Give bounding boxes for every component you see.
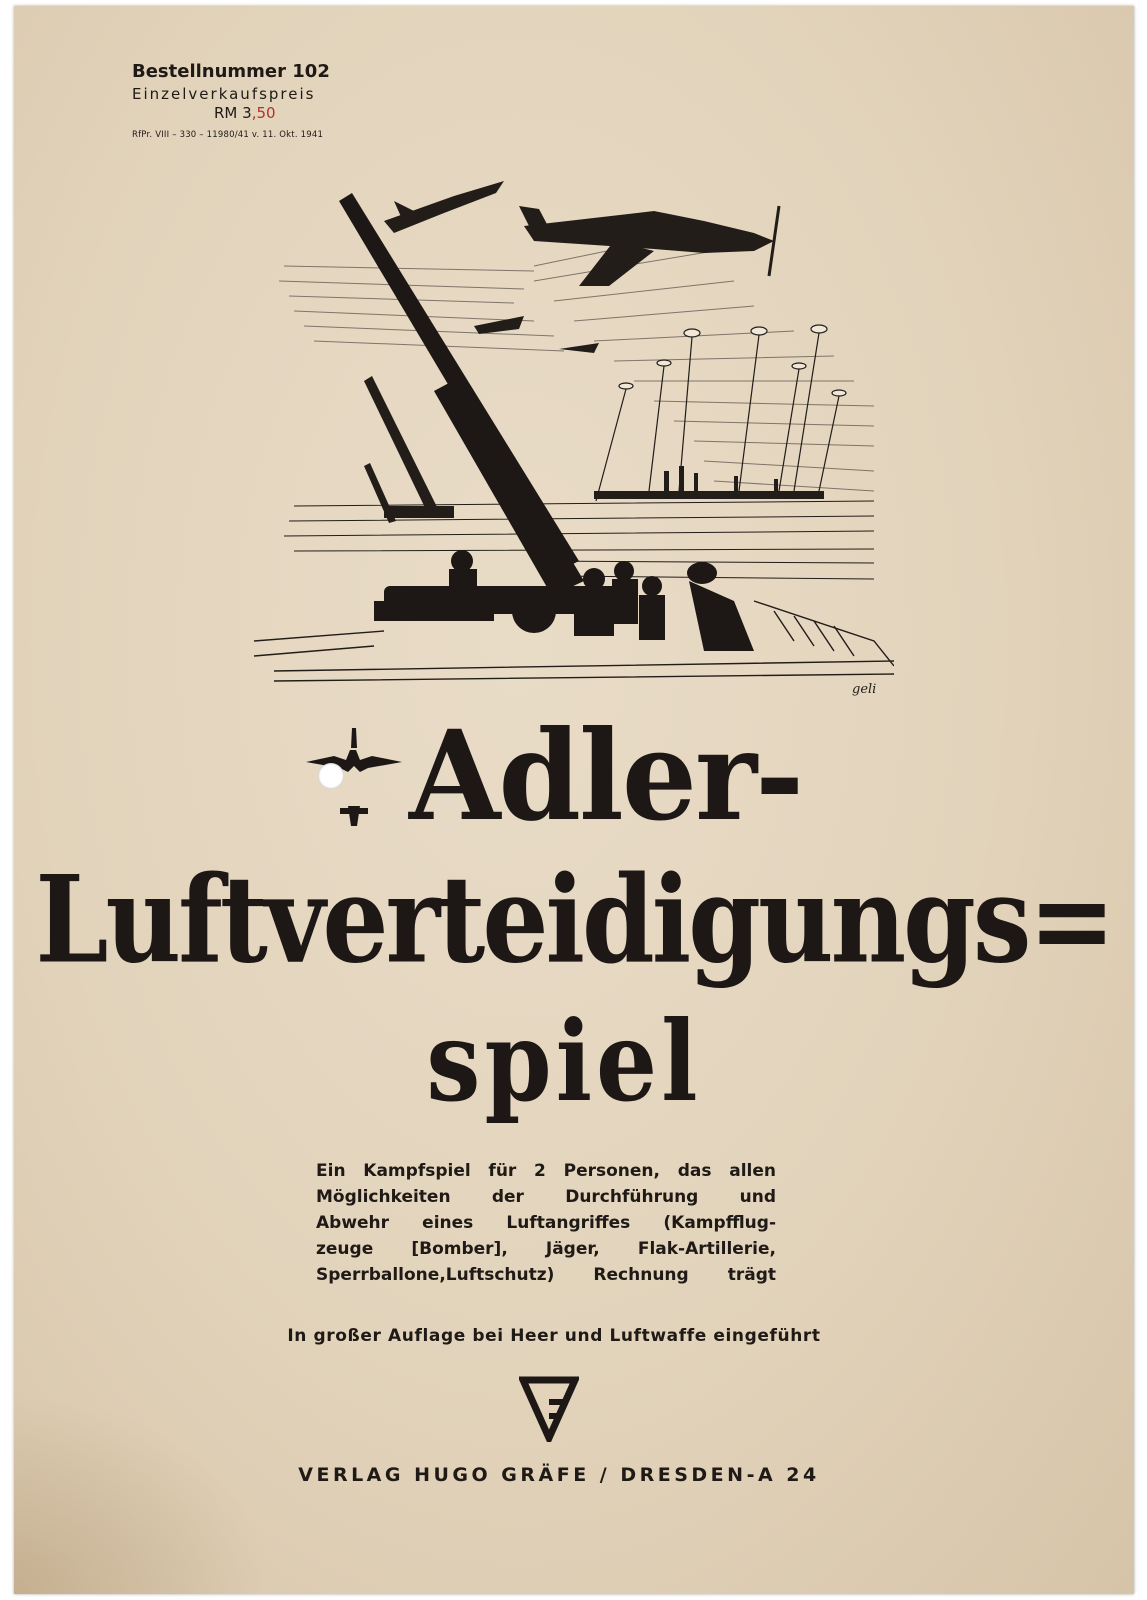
title-adler-block bbox=[304, 702, 804, 849]
barrage-balloons bbox=[596, 325, 846, 501]
registration-line: RfPr. VIII – 330 – 11980/41 v. 11. Okt. 1941 bbox=[132, 130, 324, 140]
fighter-plane-large bbox=[519, 206, 779, 286]
sky-hatching bbox=[279, 231, 874, 491]
distant-planes bbox=[474, 316, 599, 353]
document-sheet bbox=[14, 6, 1134, 1594]
distribution-note: In großer Auflage bei Heer und Luftwaffe eingeführt bbox=[287, 1326, 821, 1346]
description-line: Ein Kampfspiel für 2 Personen, das allen bbox=[316, 1161, 776, 1181]
price bbox=[214, 104, 330, 122]
publisher-imprint: VERLAG HUGO GRÄFE / DRESDEN-A 24 bbox=[298, 1464, 820, 1486]
price-label: Einzelverkaufspreis bbox=[132, 85, 316, 103]
description-line: Abwehr eines Luftangriffes (Kampfflug- bbox=[316, 1213, 776, 1233]
fighter-plane-small bbox=[384, 181, 504, 233]
paper-stain bbox=[14, 1394, 274, 1594]
punch-hole bbox=[318, 763, 344, 789]
title-line-adler: Adler- bbox=[409, 702, 803, 849]
publisher-logo-icon bbox=[519, 1376, 579, 1442]
factory-skyline bbox=[594, 466, 824, 499]
game-description bbox=[316, 1158, 776, 1288]
title-line-main: Luftverteidigungs= bbox=[35, 848, 1113, 991]
header-block bbox=[132, 61, 330, 140]
order-number: Bestellnummer 102 bbox=[132, 61, 330, 82]
artist-signature: geli bbox=[852, 682, 877, 697]
flak-battery-illustration bbox=[234, 171, 894, 701]
title-line-sub: spiel bbox=[426, 996, 702, 1127]
description-line: Sperrballone,Luftschutz) Rechnung trägt bbox=[316, 1265, 776, 1285]
description-line: zeuge [Bomber], Jäger, Flak-Artillerie, bbox=[316, 1239, 776, 1259]
price-prefix: RM 3 bbox=[214, 104, 252, 122]
price-correction: ,50 bbox=[251, 104, 276, 122]
description-line: Möglichkeiten der Durchführung und bbox=[316, 1187, 776, 1207]
field-hatching bbox=[284, 501, 874, 579]
